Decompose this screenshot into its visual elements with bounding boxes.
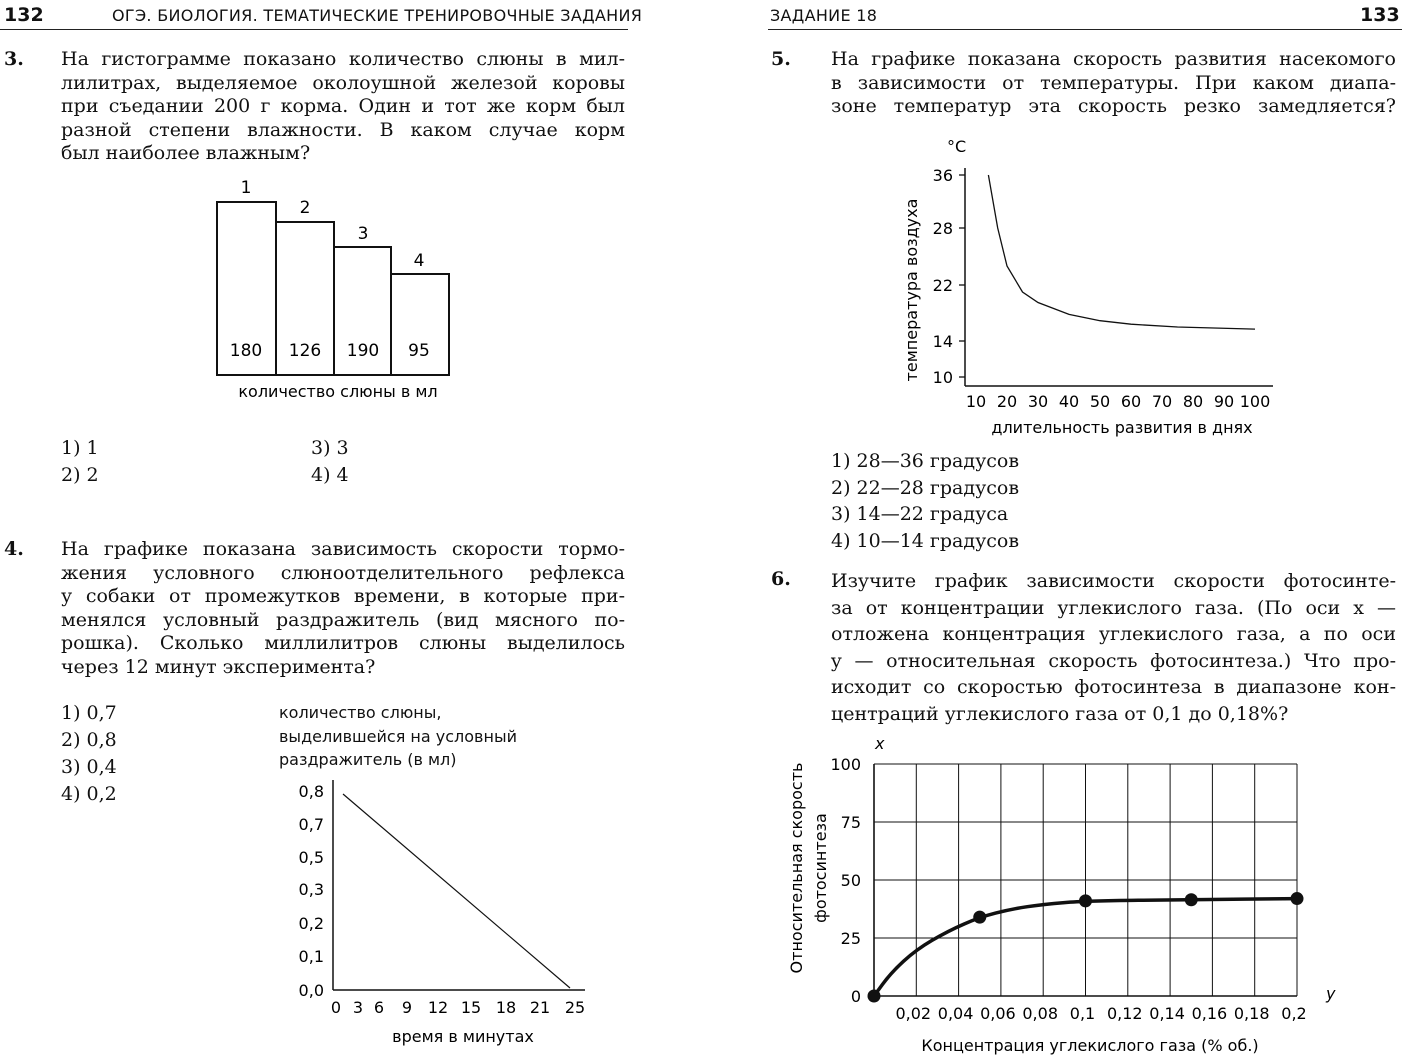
reflex-series-line <box>343 794 570 988</box>
insect-ylabel: температура воздуха <box>902 198 921 382</box>
photo-xtick-label: 0,04 <box>937 1004 974 1023</box>
q4-line: через 12 минут эксперимента? <box>61 655 376 678</box>
insect-ytick-label: 28 <box>932 219 953 238</box>
q5-number: 5. <box>771 48 791 70</box>
insect-xlabel: длительность развития в днях <box>991 418 1253 437</box>
photo-ylabel-line: фотосинтеза <box>811 813 830 923</box>
photo-data-point <box>1079 894 1092 907</box>
reflex-ytick-label: 0,1 <box>298 947 324 966</box>
reflex-xtick-label: 15 <box>460 998 482 1017</box>
insect-xtick-label: 60 <box>1120 392 1142 411</box>
q4-options <box>61 700 117 808</box>
reflex-xtick-label: 3 <box>352 998 364 1017</box>
insect-xtick-label: 40 <box>1058 392 1080 411</box>
reflex-title-line: количество слюны, <box>279 703 442 722</box>
reflex-chart-title <box>279 701 517 772</box>
photo-xtick-label: 0,1 <box>1069 1004 1096 1023</box>
photo-xtick-label: 0,14 <box>1149 1004 1185 1023</box>
q6-number: 6. <box>771 568 791 590</box>
insect-xtick-label: 70 <box>1151 392 1173 411</box>
reflex-xtick-label: 0 <box>330 998 342 1017</box>
q4-line: На графике показана зависимость скорости тормо- <box>61 538 625 560</box>
histogram-xlabel: количество слюны в мл <box>238 382 438 401</box>
reflex-ytick-label: 0,8 <box>298 782 324 801</box>
q5-line: зоне температур эта скорость резко замедляется? <box>831 95 1396 117</box>
insect-y-unit: °C <box>947 137 967 156</box>
right-header-rule <box>768 29 1402 30</box>
bar-value-label: 95 <box>408 341 430 361</box>
q4-number: 4. <box>4 538 24 560</box>
photo-x-axis-letter: y <box>1326 984 1336 1003</box>
photo-xtick-label: 0,06 <box>980 1004 1016 1023</box>
q5-option[interactable]: 4) 10—14 градусов <box>831 529 1020 552</box>
q4-option[interactable]: 3) 0,4 <box>61 756 117 778</box>
q5-line: в зависимости от температуры. При каком диапа- <box>831 71 1396 94</box>
q6-line: за от концентрации углекислого газа. (По оси x — <box>831 596 1396 619</box>
q3-option[interactable]: 4) 4 <box>311 464 349 486</box>
photo-ytick-label: 25 <box>840 929 861 948</box>
photo-xtick-label: 0,02 <box>895 1004 932 1023</box>
reflex-xlabel: время в минутах <box>392 1027 534 1046</box>
reflex-title-line: раздражитель (в мл) <box>279 750 457 769</box>
reflex-ytick-label: 0,3 <box>298 880 324 899</box>
photo-ytick-label: 75 <box>840 813 861 832</box>
insect-xtick-label: 90 <box>1213 392 1235 411</box>
q3-option[interactable]: 2) 2 <box>61 464 99 486</box>
insect-series-line <box>988 175 1255 329</box>
insect-xtick-label: 80 <box>1182 392 1204 411</box>
left-header-rule <box>0 29 628 30</box>
q5-text <box>831 48 1396 119</box>
bar-value-label: 126 <box>288 341 322 361</box>
left-page-number: 132 <box>4 4 44 26</box>
insect-chart <box>895 130 1295 440</box>
q4-line: рошка). Сколько миллилитров слюны выделилось <box>61 632 625 654</box>
right-header-title: ЗАДАНИЕ 18 <box>770 6 878 25</box>
reflex-line-chart <box>280 770 610 1050</box>
q3-line: лилитрах, выделяемое околоушной железой коровы <box>61 71 625 94</box>
q6-line: Изучите график зависимости скорости фотосинте- <box>831 570 1396 592</box>
photo-ytick-label: 100 <box>830 755 861 774</box>
q4-line: у собаки от промежутков времени, в которые при- <box>61 585 625 607</box>
bar-category-label: 1 <box>240 178 252 198</box>
reflex-ytick-label: 0,5 <box>298 848 324 867</box>
photo-data-point <box>1185 893 1198 906</box>
q3-line: На гистограмме показано количество слюны в мил- <box>61 48 625 70</box>
left-header-title: ОГЭ. БИОЛОГИЯ. ТЕМАТИЧЕСКИЕ ТРЕНИРОВОЧНЫЕ ЗАДАНИЯ <box>112 6 643 25</box>
reflex-xtick-label: 18 <box>495 998 517 1017</box>
q3-options-col1 <box>61 435 99 489</box>
q5-option[interactable]: 1) 28—36 градусов <box>831 450 1020 472</box>
photo-data-point <box>868 990 881 1003</box>
insect-ytick-label: 22 <box>932 276 953 295</box>
insect-xtick-label: 30 <box>1027 392 1049 411</box>
photo-xtick-label: 0,12 <box>1106 1004 1143 1023</box>
photo-data-point <box>973 911 986 924</box>
q4-line: жения условного слюноотделительного рефлекса <box>61 561 625 584</box>
q3-number: 3. <box>4 48 24 70</box>
q4-line: менялся условный раздражитель (вид мясного по- <box>61 608 625 631</box>
saliva-histogram <box>200 170 480 410</box>
bar-category-label: 2 <box>299 198 311 218</box>
q6-line: центраций углекислого газа от 0,1 до 0,18%? <box>831 702 1289 725</box>
q3-line: разной степени влажности. В каком случае корм <box>61 118 625 141</box>
q3-line: был наиболее влажным? <box>61 142 311 164</box>
insect-xtick-label: 100 <box>1239 392 1271 411</box>
reflex-xtick-label: 21 <box>529 998 551 1017</box>
insect-xtick-label: 10 <box>965 392 987 411</box>
reflex-ytick-label: 0,2 <box>298 914 324 933</box>
q6-text <box>831 568 1396 728</box>
reflex-xtick-label: 9 <box>401 998 413 1017</box>
bar-category-label: 4 <box>413 251 425 271</box>
insect-ytick-label: 14 <box>932 332 953 351</box>
q4-option[interactable]: 2) 0,8 <box>61 729 117 751</box>
q6-line: y — относительная скорость фотосинтеза.) Что про- <box>831 649 1396 672</box>
q4-option[interactable]: 4) 0,2 <box>61 783 117 805</box>
q3-line: при съедании 200 г корма. Один и тот же корм был <box>61 95 625 117</box>
reflex-ytick-label: 0,7 <box>298 815 324 834</box>
photo-y-axis-letter: x <box>875 734 885 753</box>
reflex-xtick-label: 25 <box>564 998 586 1017</box>
bar-value-label: 180 <box>229 341 263 361</box>
photo-xtick-label: 0,2 <box>1281 1004 1307 1023</box>
q4-text <box>61 538 625 679</box>
q5-options <box>831 448 1019 554</box>
q6-line: исходит со скоростью фотосинтеза в диапазоне кон- <box>831 676 1396 699</box>
photo-xlabel: Концентрация углекислого газа (% об.) <box>921 1036 1259 1055</box>
insect-ytick-label: 10 <box>932 368 953 387</box>
q3-text <box>61 48 625 166</box>
photo-xtick-label: 0,18 <box>1233 1004 1270 1023</box>
right-page-number: 133 <box>1360 4 1400 26</box>
q3-options-col2 <box>311 435 349 489</box>
q5-line: На графике показана скорость развития насекомого <box>831 48 1396 70</box>
bar-category-label: 3 <box>357 224 369 244</box>
photo-ytick-label: 0 <box>850 987 861 1006</box>
reflex-title-line: выделившейся на условный <box>279 726 517 746</box>
photo-xtick-label: 0,08 <box>1022 1004 1059 1023</box>
reflex-xtick-label: 6 <box>373 998 385 1017</box>
photosynthesis-chart <box>780 730 1380 1056</box>
reflex-xtick-label: 12 <box>427 998 449 1017</box>
q5-option[interactable]: 2) 22—28 градусов <box>831 476 1020 499</box>
photo-ylabel-line: Относительная скорость <box>787 762 806 974</box>
bar-value-label: 190 <box>346 341 380 361</box>
q3-option[interactable]: 3) 3 <box>311 437 349 459</box>
insect-xtick-label: 20 <box>996 392 1018 411</box>
photo-xtick-label: 0,16 <box>1191 1004 1228 1023</box>
q3-option[interactable]: 1) 1 <box>61 437 99 459</box>
q5-option[interactable]: 3) 14—22 градуса <box>831 503 1009 525</box>
q6-line: отложена концентрация углекислого газа, а по оси <box>831 623 1396 646</box>
insect-xtick-label: 50 <box>1089 392 1111 411</box>
reflex-ytick-label: 0,0 <box>298 981 324 1000</box>
insect-ytick-label: 36 <box>932 166 953 185</box>
q4-option[interactable]: 1) 0,7 <box>61 702 117 724</box>
photo-ytick-label: 50 <box>840 871 861 890</box>
photo-data-point <box>1291 892 1304 905</box>
